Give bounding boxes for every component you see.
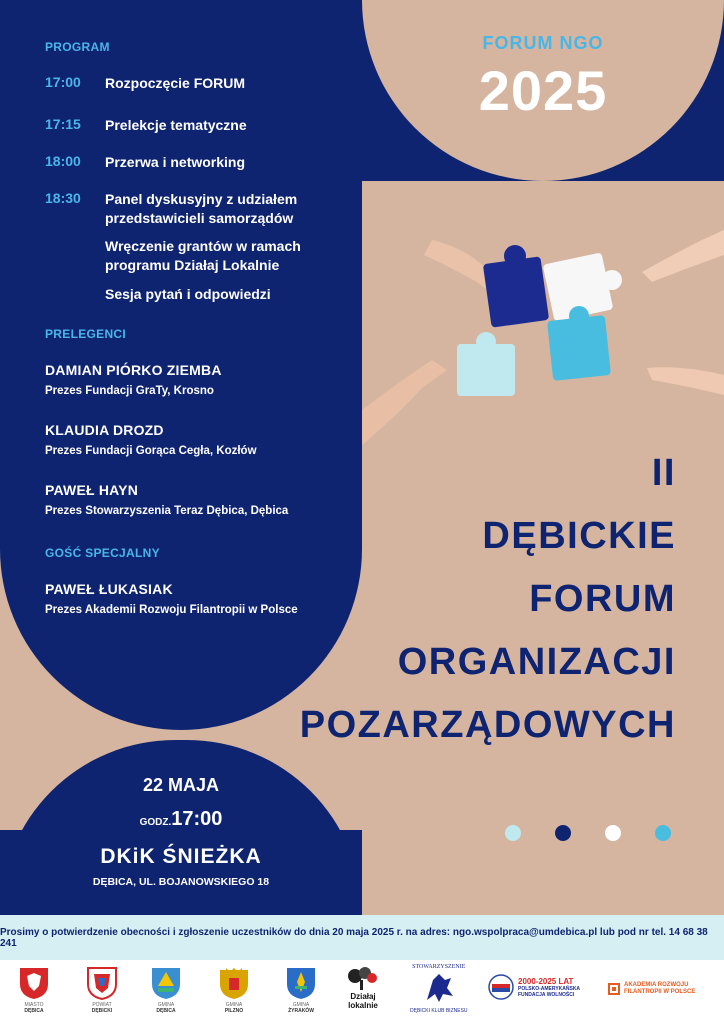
program-item — [45, 74, 245, 93]
speaker-name: PAWEŁ HAYN — [45, 482, 139, 498]
shield-icon — [18, 966, 50, 1000]
logo-caption: Działaj lokalnie — [348, 992, 378, 1010]
shield-icon — [86, 966, 118, 1000]
title-line: ORGANIZACJI — [397, 641, 676, 683]
logo-caption: AKADEMIA ROZWOJU FILANTROPII W POLSCE — [624, 982, 696, 995]
footer-bar — [0, 915, 724, 960]
badge-label: FORUM NGO — [482, 33, 604, 53]
program-item — [45, 116, 247, 135]
shield-icon — [285, 966, 317, 1000]
badge-year: 2025 — [478, 59, 608, 122]
dot — [605, 825, 621, 841]
program-desc: Rozpoczęcie FORUM — [105, 75, 246, 91]
puzzle-illustration — [362, 220, 724, 460]
program-item — [45, 153, 245, 172]
logo-caption-top: STOWARZYSZENIE — [412, 964, 466, 970]
logo-akademia — [608, 982, 695, 996]
special-guest-role: Prezes Akademii Rozwoju Filantropii w Polsce — [45, 604, 298, 616]
dot — [555, 825, 571, 841]
logo-caption: 2000-2025 LAT POLSKO-AMERYKAŃSKA FUNDACJA WOLNOŚCI — [518, 976, 580, 998]
logo-caption: GMINA ŻYRAKÓW — [288, 1002, 314, 1014]
program-item — [45, 285, 271, 304]
tree-icon — [345, 966, 381, 992]
navy-event-panel-base — [0, 830, 362, 915]
title-line: FORUM — [529, 578, 676, 620]
program-time — [45, 237, 105, 275]
event-time — [0, 808, 362, 831]
flag-icon — [488, 974, 514, 1000]
shield-icon — [150, 966, 182, 1000]
logo-caption: GMINA PILZNO — [224, 1002, 244, 1014]
puzzle-hands-icon — [362, 220, 724, 460]
logo-caption: GMINA DĘBICA — [156, 1002, 176, 1014]
program-desc: Sesja pytań i odpowiedzi — [105, 286, 271, 302]
logo-gmina-debica — [150, 966, 182, 1014]
program-desc: Wręczenie grantów w ramach programu Działaj Lokalnie — [105, 238, 301, 273]
special-guest-heading: GOŚĆ SPECJALNY — [45, 546, 160, 560]
shield-icon — [218, 966, 250, 1000]
logo-dzialaj-lokalnie — [345, 966, 381, 1010]
event-time-value: 17:00 — [171, 808, 223, 830]
logo-gmina-zyrakow — [285, 966, 317, 1014]
program-item — [45, 190, 297, 228]
dot — [505, 825, 521, 841]
event-venue: DKiK ŚNIEŻKA — [100, 845, 262, 868]
logo-caption: POWIAT DĘBICKI — [91, 1002, 113, 1014]
speakers-heading: PRELEGENCI — [45, 327, 127, 341]
title-line: II — [651, 452, 676, 494]
logo-miasto-debica — [18, 966, 50, 1014]
program-time: 17:15 — [45, 116, 81, 132]
title-line: POZARZĄDOWYCH — [299, 704, 676, 746]
program-time: 18:30 — [45, 190, 81, 206]
event-time-prefix: GODZ. — [139, 817, 172, 828]
program-item — [45, 237, 301, 275]
griffin-icon — [419, 970, 459, 1006]
program-time: 17:00 — [45, 74, 81, 90]
sponsor-logos — [0, 960, 724, 1024]
speaker-name: DAMIAN PIÓRKO ZIEMBA — [45, 362, 222, 378]
akademia-icon — [608, 983, 620, 995]
program-heading: PROGRAM — [45, 40, 110, 54]
speaker-role: Prezes Fundacji Gorąca Cegła, Kozłów — [45, 445, 257, 457]
program-desc: Przerwa i networking — [105, 154, 246, 170]
event-address: DĘBICA, UL. BOJANOWSKIEGO 18 — [92, 876, 270, 888]
puzzle-piece-navy — [483, 245, 549, 328]
speaker-name: KLAUDIA DROZD — [45, 422, 164, 438]
event-date: 22 MAJA — [142, 775, 220, 795]
logo-debicki-klub-biznesu — [410, 964, 468, 1014]
program-desc: Panel dyskusyjny z udziałem przedstawicieli samorządów — [105, 191, 298, 226]
logo-caption: DĘBICKI KLUB BIZNESU — [410, 1008, 468, 1014]
logo-pafw — [488, 974, 598, 1000]
puzzle-piece-light-blue — [457, 332, 515, 396]
title-line: DĘBICKIE — [482, 515, 676, 557]
logo-gmina-pilzno — [218, 966, 250, 1014]
program-time: 18:00 — [45, 153, 81, 169]
speaker-role: Prezes Stowarzyszenia Teraz Dębica, Dębica — [45, 505, 289, 517]
dot — [655, 825, 671, 841]
speaker-role: Prezes Fundacji GraTy, Krosno — [45, 385, 214, 397]
footer-note: Prosimy o potwierdzenie obecności i zgłoszenie uczestników do dnia 20 maja 2025 r. na adres: ngo.wspolpraca@umdebica.pl lub pod nr tel. 14 68 38 241 — [0, 926, 708, 949]
program-desc: Prelekcje tematyczne — [105, 117, 247, 133]
special-guest-name: PAWEŁ ŁUKASIAK — [45, 581, 173, 597]
logo-powiat-debicki — [86, 966, 118, 1014]
decorative-dots — [505, 825, 671, 841]
logo-caption: MIASTO DĘBICA — [24, 1002, 44, 1014]
program-time — [45, 285, 105, 304]
